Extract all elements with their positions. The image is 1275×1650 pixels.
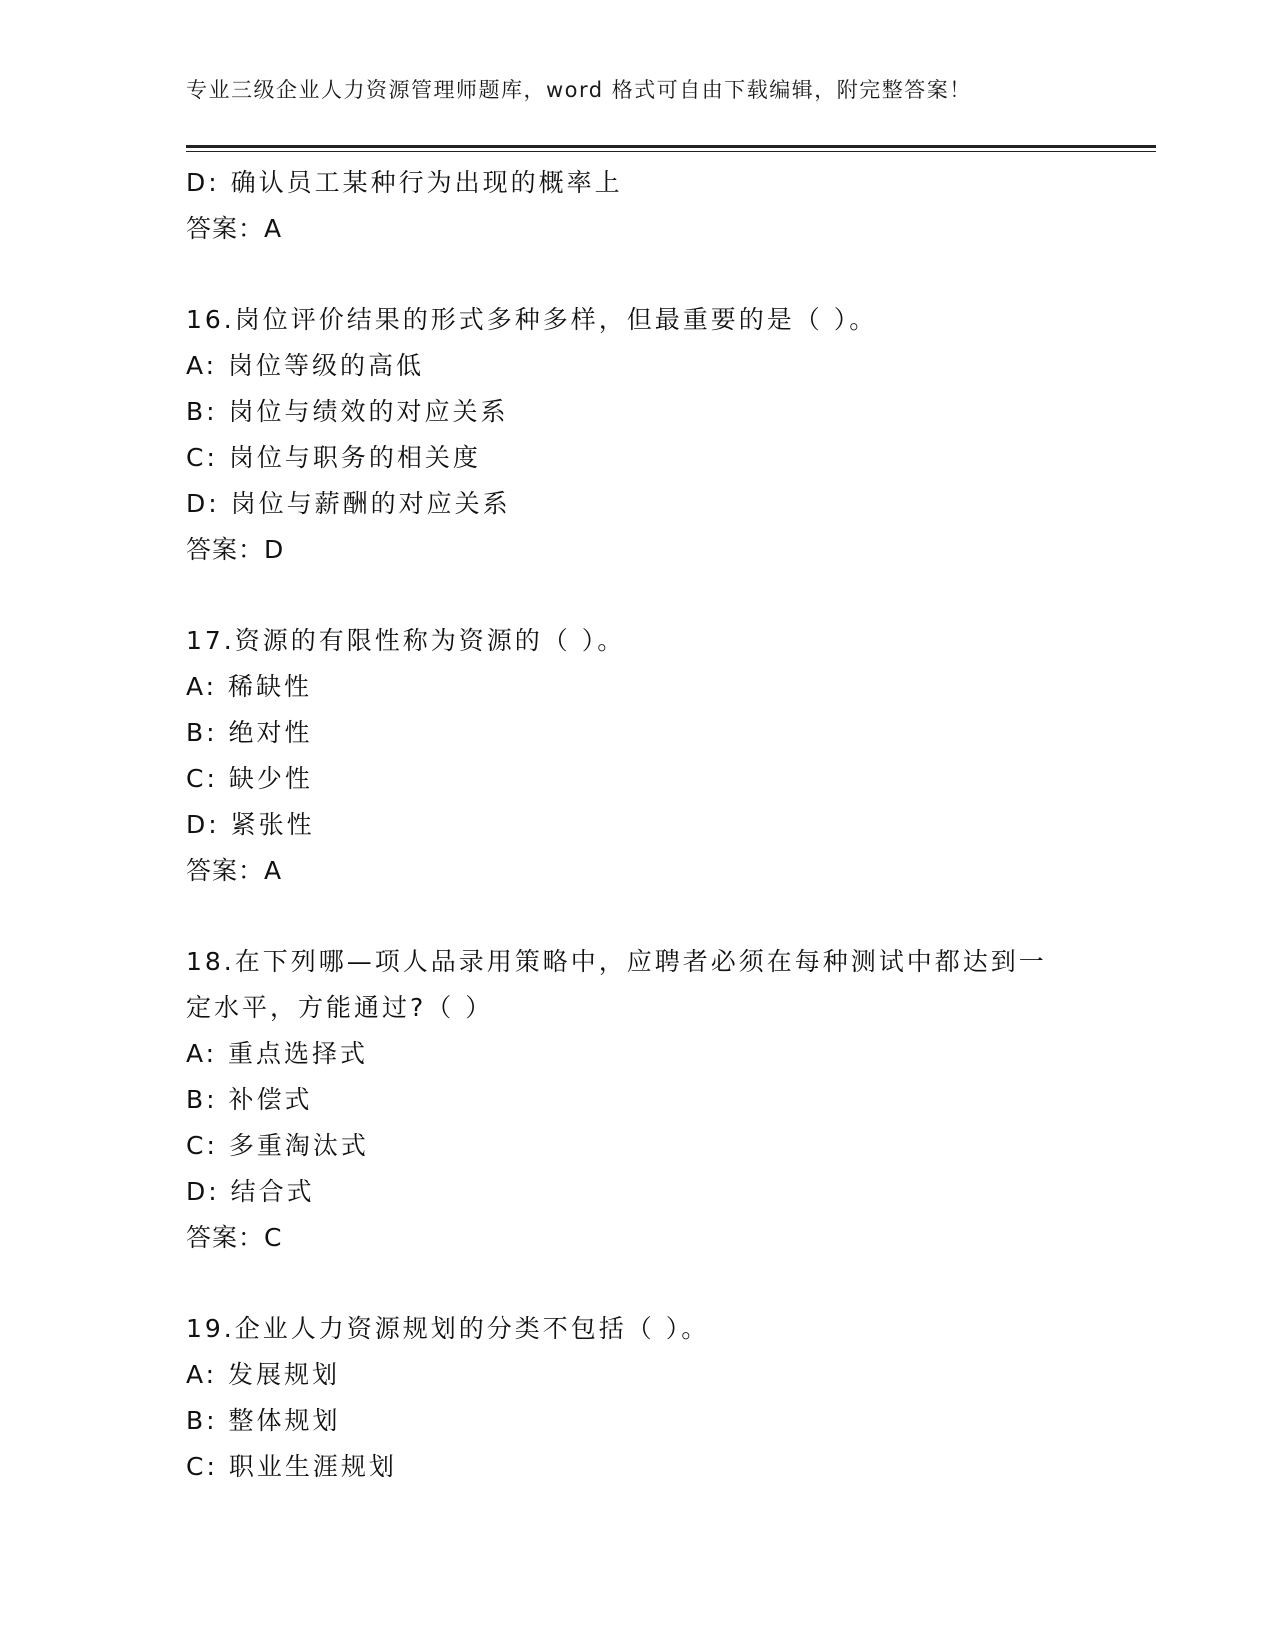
option-b: B: 岗位与绩效的对应关系 xyxy=(186,397,509,426)
answer: 答案：C xyxy=(186,1223,283,1252)
question-18 xyxy=(186,939,1086,1261)
question-stem: 16.岗位评价结果的形式多种多样，但最重要的是（ ）。 xyxy=(186,305,878,334)
option-a: A: 发展规划 xyxy=(186,1360,341,1389)
header-divider-thick xyxy=(186,145,1156,148)
answer: 答案：D xyxy=(186,535,285,564)
option-a: A: 重点选择式 xyxy=(186,1039,369,1068)
option-c: C: 岗位与职务的相关度 xyxy=(186,443,481,472)
option-d: D: 岗位与薪酬的对应关系 xyxy=(186,489,511,518)
option-a: A: 稀缺性 xyxy=(186,672,313,701)
option-c: C: 多重淘汰式 xyxy=(186,1131,369,1160)
page-header: 专业三级企业人力资源管理师题库，word 格式可自由下载编辑，附完整答案！ xyxy=(186,78,972,102)
question-stem: 17.资源的有限性称为资源的（ ）。 xyxy=(186,626,626,655)
question-17 xyxy=(186,618,1086,894)
option-d: D: 结合式 xyxy=(186,1177,315,1206)
question-19 xyxy=(186,1306,1086,1490)
option-b: B: 整体规划 xyxy=(186,1406,341,1435)
question-stem: 19.企业人力资源规划的分类不包括（ ）。 xyxy=(186,1314,710,1343)
option-c: C: 缺少性 xyxy=(186,764,313,793)
question-16 xyxy=(186,297,1086,573)
option-c: C: 职业生涯规划 xyxy=(186,1452,397,1481)
option-b: B: 绝对性 xyxy=(186,718,313,747)
option-b: B: 补偿式 xyxy=(186,1085,313,1114)
option-a: A: 岗位等级的高低 xyxy=(186,351,425,380)
header-divider-thin xyxy=(186,151,1156,152)
question-stem-line-1: 18.在下列哪—项人品录用策略中，应聘者必须在每种测试中都达到一 xyxy=(186,947,1047,976)
question-stem-line-2: 定水平，方能通过?（ ） xyxy=(186,993,494,1022)
option-d: D: 紧张性 xyxy=(186,810,315,839)
question-list xyxy=(186,160,1086,1490)
option-d: D: 确认员工某种行为出现的概率上 xyxy=(186,168,623,197)
answer: 答案：A xyxy=(186,856,283,885)
answer: 答案：A xyxy=(186,214,283,243)
